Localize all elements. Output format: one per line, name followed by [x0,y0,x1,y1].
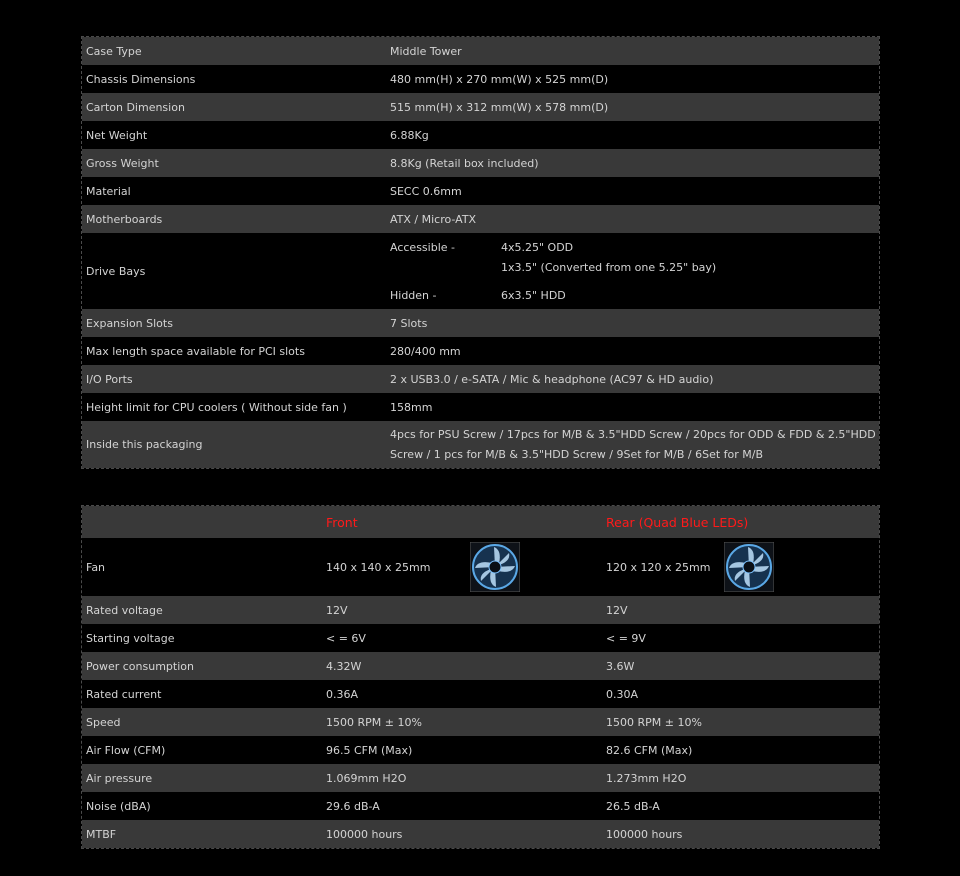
header-rear: Rear (Quad Blue LEDs) [606,514,749,530]
front-value: 0.36A [326,687,359,701]
spec-value: SECC 0.6mm [390,184,462,198]
fan-spec-row [82,792,879,820]
spec-label: Carton Dimension [86,100,185,114]
spec-value: 6.88Kg [390,128,429,142]
front-fan-image [470,542,520,592]
spec-label: Motherboards [86,212,163,226]
fan-spec-row [82,820,879,848]
fan-row [82,538,879,596]
spec-value: 8.8Kg (Retail box included) [390,156,539,170]
spec-label: Max length space available for PCI slots [86,344,305,358]
fan-spec-label: Air Flow (CFM) [86,743,166,757]
spec-row [82,309,879,337]
fan-spec-row [82,652,879,680]
spec-value: 280/400 mm [390,344,461,358]
spec-value: ATX / Micro-ATX [390,212,477,226]
header-front: Front [326,514,358,530]
rear-value: 82.6 CFM (Max) [606,743,693,757]
rear-value: 26.5 dB-A [606,799,660,813]
front-value: 1.069mm H2O [326,771,407,785]
fan-header-row [82,506,879,538]
fan-spec-row [82,764,879,792]
rear-value: < = 9V [606,631,646,645]
fan-table [81,505,880,849]
packaging-line: Screw / 1 pcs for M/B & 3.5"HDD Screw / 9Set for M/B / 6Set for M/B [390,447,764,461]
fan-spec-label: MTBF [86,827,117,841]
front-value: 100000 hours [326,827,403,841]
spec-row [82,37,879,65]
spec-row [82,337,879,365]
spec-row [82,121,879,149]
spec-label: Drive Bays [86,264,146,278]
drive-bays-values [390,237,879,305]
fan-spec-label: Air pressure [86,771,153,785]
spec-label: Expansion Slots [86,316,173,330]
fan-spec-label: Starting voltage [86,631,175,645]
hidden-value: 6x3.5" HDD [501,288,566,302]
hidden-label: Hidden - [390,288,437,302]
rear-fan-image [724,542,774,592]
spec-row [82,365,879,393]
front-value: < = 6V [326,631,366,645]
front-value: 1500 RPM ± 10% [326,715,422,729]
spec-value: Middle Tower [390,44,462,58]
spec-value: 515 mm(H) x 312 mm(W) x 578 mm(D) [390,100,609,114]
drive-bays-row [82,233,879,309]
spec-row [82,393,879,421]
fan-spec-row [82,624,879,652]
front-value: 4.32W [326,659,362,673]
spec-value: 480 mm(H) x 270 mm(W) x 525 mm(D) [390,72,609,86]
fan-spec-label: Noise (dBA) [86,799,151,813]
fan-spec-row [82,596,879,624]
rear-value: 12V [606,603,628,617]
front-value: 29.6 dB-A [326,799,380,813]
rear-value: 1.273mm H2O [606,771,687,785]
spec-row [82,65,879,93]
spec-label: Chassis Dimensions [86,72,196,86]
spec-row [82,205,879,233]
accessible-label: Accessible - [390,240,455,254]
rear-value: 3.6W [606,659,635,673]
fan-spec-label: Speed [86,715,121,729]
spec-label: Material [86,184,131,198]
spec-value: 7 Slots [390,316,428,330]
rear-fan-size: 120 x 120 x 25mm [606,560,711,574]
rear-value: 100000 hours [606,827,683,841]
fan-spec-row [82,680,879,708]
spec-label: Height limit for CPU coolers ( Without side fan ) [86,400,347,414]
front-value: 96.5 CFM (Max) [326,743,413,757]
accessible-value: 1x3.5" (Converted from one 5.25" bay) [501,260,717,274]
fan-spec-row [82,736,879,764]
fan-spec-row [82,708,879,736]
spec-label: I/O Ports [86,372,133,386]
fan-spec-label: Power consumption [86,659,194,673]
spec-table [81,36,880,469]
spec-row [82,177,879,205]
front-fan-size: 140 x 140 x 25mm [326,560,431,574]
packaging-values [390,425,879,465]
fan-spec-label: Rated current [86,687,162,701]
spec-value: 2 x USB3.0 / e-SATA / Mic & headphone (AC97 & HD audio) [390,372,714,386]
packaging-row [82,421,879,468]
accessible-value: 4x5.25" ODD [501,240,574,254]
packaging-line: 4pcs for PSU Screw / 17pcs for M/B & 3.5"HDD Screw / 20pcs for ODD & FDD & 2.5"HDD [390,427,876,441]
front-value: 12V [326,603,348,617]
spec-label: Inside this packaging [86,438,203,451]
spec-row [82,149,879,177]
spec-value: 158mm [390,400,433,414]
spec-label: Net Weight [86,128,148,142]
spec-row [82,93,879,121]
fan-spec-label: Rated voltage [86,603,163,617]
spec-label: Gross Weight [86,156,159,170]
rear-value: 1500 RPM ± 10% [606,715,702,729]
spec-label: Case Type [86,44,142,58]
fan-label: Fan [86,560,106,574]
rear-value: 0.30A [606,687,639,701]
